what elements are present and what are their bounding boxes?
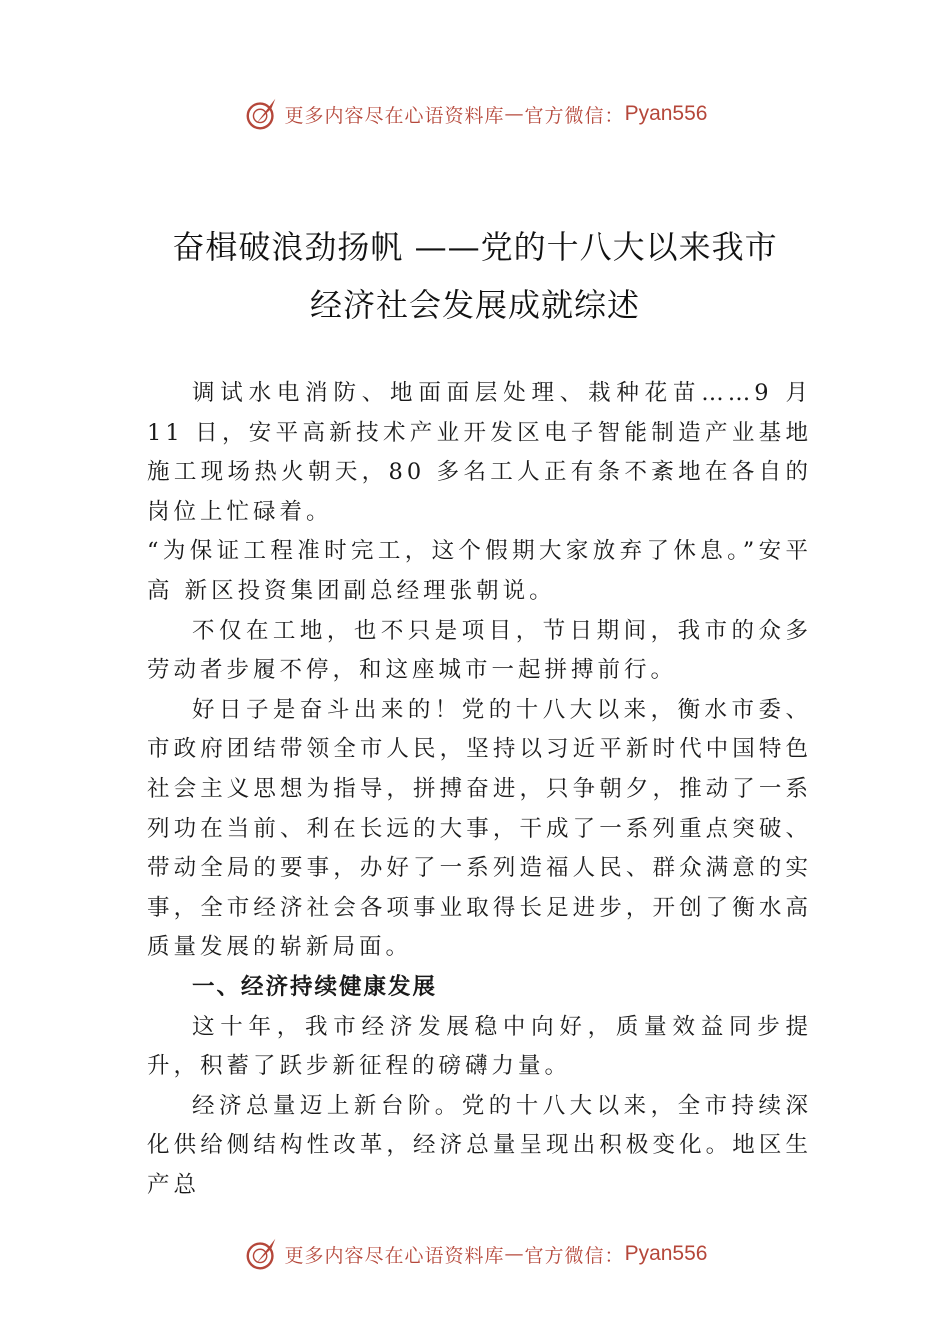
header-watermark — [0, 94, 950, 134]
banner-dash: — — [504, 1243, 525, 1265]
page-title — [60, 218, 890, 334]
paragraph: 经济总量迈上新台阶。党的十八大以来，全市持续深化供给侧结构性改革，经济总量呈现出积极变化。地区生产总 — [147, 1092, 812, 1198]
banner-wechat-id: Pyan556 — [624, 102, 708, 125]
banner-middle: 官方微信： — [524, 1244, 625, 1267]
paragraph: 这十年，我市经济发展稳中向好，质量效益同步提升，积蓄了跃步新征程的磅礴力量。 — [147, 1013, 812, 1080]
banner-dash: — — [504, 103, 525, 125]
article-body — [147, 374, 812, 1205]
paragraph: 不仅在工地，也不只是项目，节日期间，我市的众多劳动者步履不停，和这座城市一起拼搏前行。 — [147, 617, 812, 684]
footer-watermark — [0, 1234, 950, 1274]
quill-logo-icon — [243, 95, 281, 133]
banner-prefix: 更多内容尽在心语资料库 — [284, 104, 505, 127]
paragraph: 好日子是奋斗出来的！党的十八大以来，衡水市委、市政府团结带领全市人民，坚持以习近平新时代中国特色社会主义思想为指导，拼搏奋进，只争朝夕，推动了一系列功在当前、利在长远的大事，干成了一系列重点突破、带动全局的要事，办好了一系列造福人民、群众满意的实事，全市经济社会各项事业取得长足进步，开创了衡水高质量发展的崭新局面。 — [147, 696, 812, 961]
title-line-1: 奋楫破浪劲扬帆 ——党的十八大以来我市 — [172, 228, 778, 266]
title-line-2: 经济社会发展成就综述 — [309, 286, 640, 324]
quill-logo-icon — [243, 1235, 281, 1273]
banner-wechat-id: Pyan556 — [624, 1242, 708, 1265]
section-heading: 一、经济持续健康发展 — [192, 973, 438, 1000]
banner-middle: 官方微信： — [524, 104, 625, 127]
paragraph: 调试水电消防、地面面层处理、栽种花苗……9 月 11 日，安平高新技术产业开发区电子智能制造产业基地施工现场热火朝天，80 多名工人正有条不紊地在各自的岗位上忙碌着。 — [147, 380, 812, 525]
paragraph: “为保证工程准时完工，这个假期大家放弃了休息。”安平高 新区投资集团副总经理张朝说。 — [147, 538, 812, 604]
banner-prefix: 更多内容尽在心语资料库 — [284, 1244, 505, 1267]
